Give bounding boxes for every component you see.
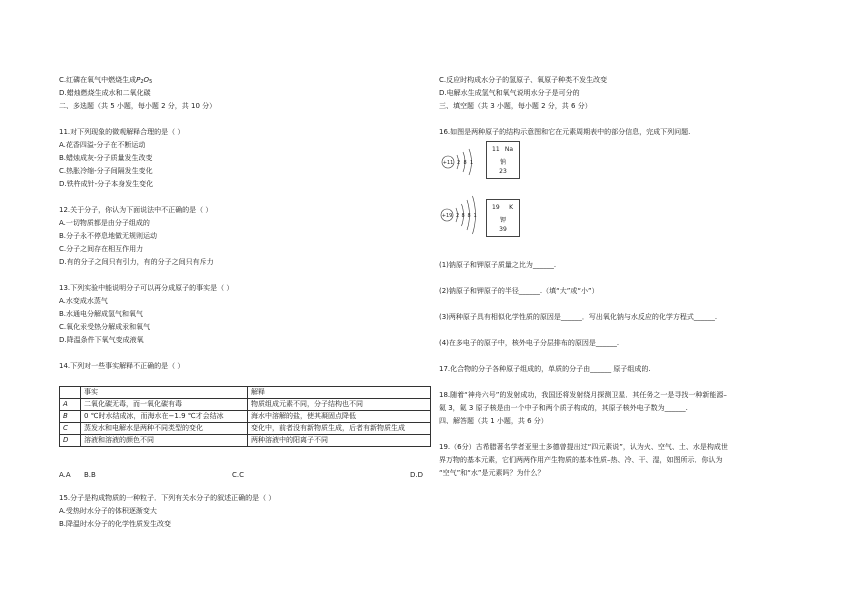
q12-option-d: D.有的分子之间只有引力，有的分子之间只有斥力 bbox=[59, 258, 214, 266]
right-line-2: D.电解水生成氢气和氧气说明水分子是可分的 bbox=[439, 89, 580, 97]
q15-option-b: B.降温时水分子的化学性质发生改变 bbox=[59, 520, 172, 528]
q16-title: 16.如图是两种原子的结构示意图和它在元素周期表中的部分信息，完成下列问题. bbox=[439, 128, 691, 136]
q13-option-c: C.氧化汞受热分解成汞和氧气 bbox=[59, 323, 151, 331]
q11-option-b: B.蜡烛成灰-分子质量发生改变 bbox=[59, 154, 153, 162]
q14-option-d: D.D bbox=[410, 471, 424, 479]
table-row: A 二氧化碳无毒，而一氧化碳有毒 物质组成元素不同，分子结构也不同 bbox=[60, 399, 431, 411]
q11-option-c: C.热胀冷缩-分子间隔发生变化 bbox=[59, 167, 153, 175]
q13-option-d: D.降温条件下氧气变成液氧 bbox=[59, 336, 144, 344]
q14-option-a: A.A bbox=[59, 471, 71, 479]
table-row: D 溶液和溶液的颜色不同 两种溶液中的阳离子不同 bbox=[60, 435, 431, 447]
q14-title: 14.下列对一些事实解释不正确的是（ ） bbox=[59, 362, 185, 370]
svg-text:2: 2 bbox=[456, 213, 460, 219]
left-line-2: D.蜡烛燃烧生成水和二氧化碳 bbox=[59, 89, 151, 97]
svg-text:1: 1 bbox=[470, 160, 474, 166]
svg-text:8: 8 bbox=[461, 213, 465, 219]
q11-option-d: D.铁杵成针-分子本身发生变化 bbox=[59, 180, 154, 188]
svg-text:1: 1 bbox=[473, 213, 477, 219]
q17-text: 17.化合物的分子各种原子组成的，单质的分子由______ 原子组成的. bbox=[439, 365, 651, 373]
q13-option-a: A.水变成水蒸气 bbox=[59, 297, 108, 305]
q19-line-1: 19.（6分）古希腊著名学者亚里士多德曾提出过“四元素说”，认为火、空气、土、水是构成世 bbox=[439, 443, 728, 451]
q12-option-b: B.分子永不停息地做无规则运动 bbox=[59, 232, 158, 240]
svg-text:+19: +19 bbox=[441, 213, 453, 219]
section-4-heading: 四、解答题（共 1 小题，共 6 分） bbox=[439, 417, 548, 425]
q16-part-1: (1)钠原子和钾原子质量之比为______. bbox=[439, 261, 557, 269]
q15-option-a: A.受热时水分子的体积逐渐变大 bbox=[59, 507, 157, 515]
svg-text:2: 2 bbox=[457, 160, 461, 166]
q12-title: 12.关于分子，你认为下面说法中不正确的是（ ） bbox=[59, 206, 213, 214]
formula-p2o5: $P_2O_5$ bbox=[136, 76, 153, 85]
q14-option-c: C.C bbox=[232, 471, 245, 479]
left-line-1: C.红磷在氧气中燃烧生成$P_2O_5$ bbox=[59, 76, 153, 85]
q14-table bbox=[59, 386, 431, 447]
svg-text:+11: +11 bbox=[442, 160, 454, 166]
svg-text:8: 8 bbox=[467, 213, 471, 219]
q18-line-1: 18.随着“神舟六号”的发射成功，我国还将发射绕月探测卫星．其任务之一是寻找一种新能源– bbox=[439, 391, 727, 399]
q15-title: 15.分子是构成物质的一种粒子．下列有关水分子的叙述正确的是（ ） bbox=[59, 494, 276, 502]
q14-option-b: B.B bbox=[84, 471, 96, 479]
table-row: C 蒸发水和电解水是两种不同类型的变化 变化中，前者没有新物质生成，后者有新物质生成 bbox=[60, 423, 431, 435]
sodium-atom-diagram bbox=[439, 146, 481, 178]
q16-part-4: (4)在多电子的原子中，核外电子分层排布的原因是______. bbox=[439, 339, 620, 347]
section-3-heading: 三、填空题（共 3 小题，每小题 2 分，共 6 分） bbox=[439, 102, 592, 110]
sodium-periodic-cell: 11 Na 钠 23 bbox=[486, 141, 520, 179]
q19-line-3: “空气”和“水”是元素吗？为什么？ bbox=[439, 469, 545, 477]
section-2-heading: 二、多选题（共 5 小题，每小题 2 分，共 10 分） bbox=[59, 102, 217, 110]
table-row: B 0 ℃时水结成冰，而海水在−1.9 ℃才会结冰 海水中溶解的盐，使其凝固点降低 bbox=[60, 411, 431, 423]
q12-option-c: C.分子之间存在相互作用力 bbox=[59, 245, 144, 253]
q16-part-3: (3)两种原子具有相似化学性质的原因是______．写出氧化钠与水反应的化学方程式______. bbox=[439, 313, 718, 321]
q11-title: 11.对下列现象的微观解释合理的是（ ） bbox=[59, 128, 185, 136]
q19-line-2: 界万物的基本元素，它们两两作用产生物质的基本性质–热、冷、干、湿，如图所示．你认为 bbox=[439, 456, 723, 464]
q13-title: 13.下列实验中能说明分子可以再分成原子的事实是（ ） bbox=[59, 284, 234, 292]
potassium-atom-diagram bbox=[439, 192, 485, 238]
right-line-1: C.反应时构成水分子的氢原子、氧原子种类不发生改变 bbox=[439, 76, 608, 84]
potassium-periodic-cell: 19 K 钾 39 bbox=[486, 199, 520, 237]
q12-option-a: A.一切物质都是由分子组成的 bbox=[59, 219, 150, 227]
q18-line-2: 氦 3，氦 3 原子核是由一个中子和两个质子构成的，其原子核外电子数为______. bbox=[439, 404, 688, 412]
q13-option-b: B.水通电分解成氢气和氧气 bbox=[59, 310, 144, 318]
table-header-row: 事实 解释 bbox=[60, 387, 431, 399]
q11-option-a: A.花香四溢-分子在不断运动 bbox=[59, 141, 146, 149]
svg-text:8: 8 bbox=[463, 160, 467, 166]
q16-part-2: (2)钠原子和钾原子的半径______.（填“大”或“小”） bbox=[439, 287, 599, 295]
